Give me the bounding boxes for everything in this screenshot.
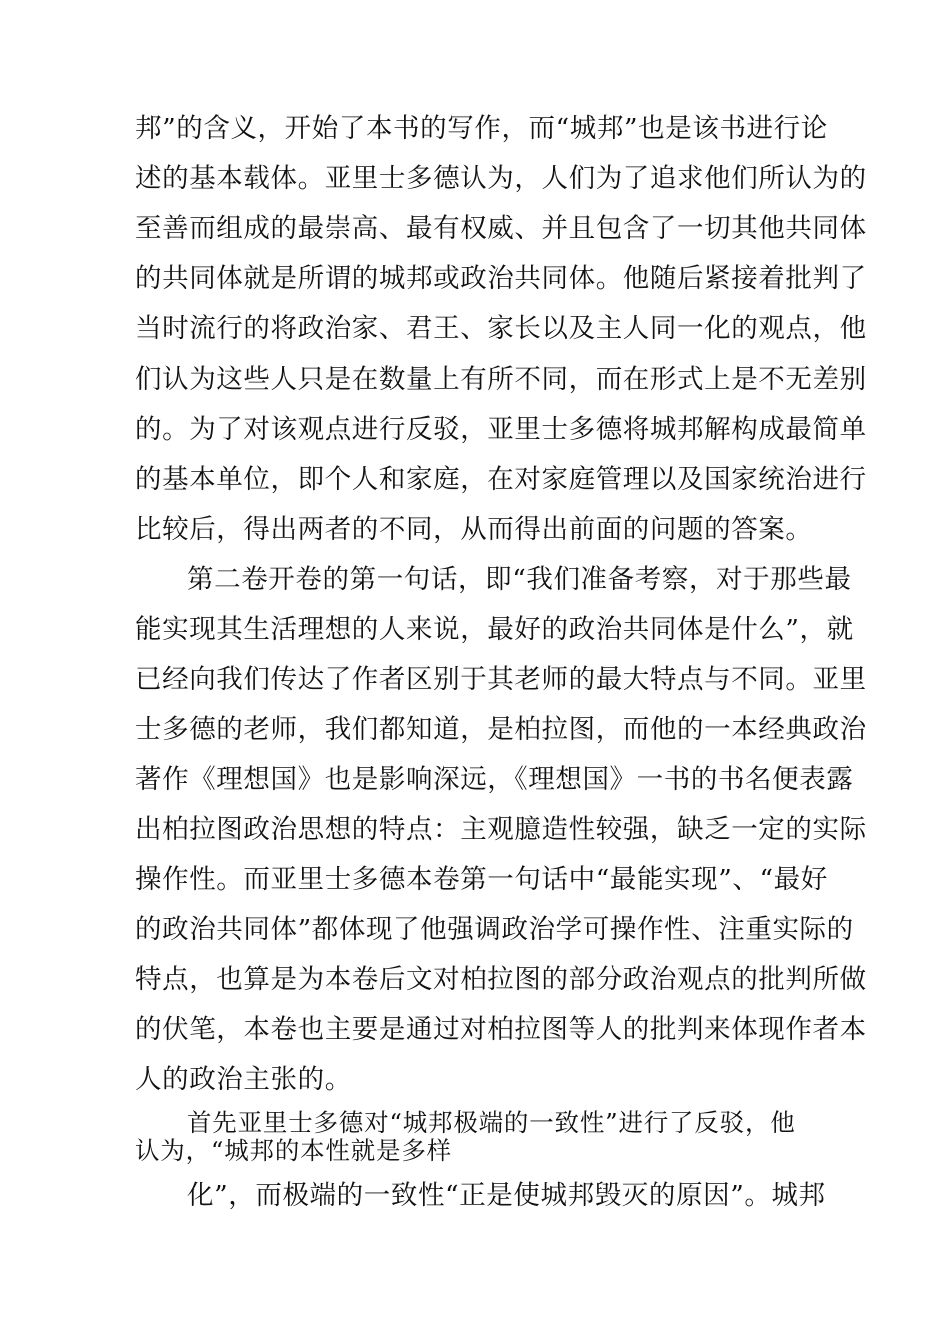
paragraph-2-line-9: 特点，也算是为本卷后文对柏拉图的部分政治观点的批判所做 <box>135 964 867 995</box>
paragraph-2-line-5: 著作《理想国》也是影响深远，《理想国》一书的书名便表露 <box>135 764 854 795</box>
paragraph-1-line-3: 至善而组成的最崇高、最有权威、并且包含了一切其他共同体 <box>135 213 867 244</box>
paragraph-3-line-1: 首先亚里士多德对“城邦极端的一致性”进行了反驳，他 <box>187 1108 796 1137</box>
paragraph-4-line-1: 化”，而极端的一致性“正是使城邦毁灭的原因”。城邦 <box>187 1180 826 1211</box>
paragraph-2-line-8: 的政治共同体”都体现了他强调政治学可操作性、注重实际的 <box>135 914 854 945</box>
paragraph-2-line-10: 的伏笔，本卷也主要是通过对柏拉图等人的批判来体现作者本 <box>135 1014 867 1045</box>
paragraph-1-line-7: 的。为了对该观点进行反驳，亚里士多德将城邦解构成最简单 <box>135 414 867 445</box>
paragraph-2-line-3: 已经向我们传达了作者区别于其老师的最大特点与不同。亚里 <box>135 664 867 695</box>
paragraph-1-line-6: 们认为这些人只是在数量上有所不同，而在形式上是不无差别 <box>135 364 867 395</box>
paragraph-1-line-5: 当时流行的将政治家、君王、家长以及主人同一化的观点，他 <box>135 313 867 344</box>
paragraph-2-line-1: 第二卷开卷的第一句话，即“我们准备考察，对于那些最 <box>187 564 852 595</box>
paragraph-1-line-8: 的基本单位，即个人和家庭，在对家庭管理以及国家统治进行 <box>135 464 867 495</box>
paragraph-1-line-1: 邦”的含义，开始了本书的写作，而“城邦”也是该书进行论 <box>135 113 828 144</box>
paragraph-1-line-2: 述的基本载体。亚里士多德认为，人们为了追求他们所认为的 <box>135 163 867 194</box>
paragraph-2-line-6: 出柏拉图政治思想的特点：主观臆造性较强，缺乏一定的实际 <box>135 814 867 845</box>
paragraph-3-line-2: 认为，“城邦的本性就是多样 <box>135 1136 452 1165</box>
paragraph-2-line-11: 人的政治主张的。 <box>135 1064 352 1095</box>
paragraph-1-line-4: 的共同体就是所谓的城邦或政治共同体。他随后紧接着批判了 <box>135 263 867 294</box>
paragraph-1-line-9: 比较后，得出两者的不同，从而得出前面的问题的答案。 <box>135 514 813 545</box>
paragraph-2-line-2: 能实现其生活理想的人来说，最好的政治共同体是什么”，就 <box>135 614 854 645</box>
paragraph-2-line-7: 操作性。而亚里士多德本卷第一句话中“最能实现”、“最好 <box>135 864 828 895</box>
paragraph-2-line-4: 士多德的老师，我们都知道，是柏拉图，而他的一本经典政治 <box>135 714 867 745</box>
